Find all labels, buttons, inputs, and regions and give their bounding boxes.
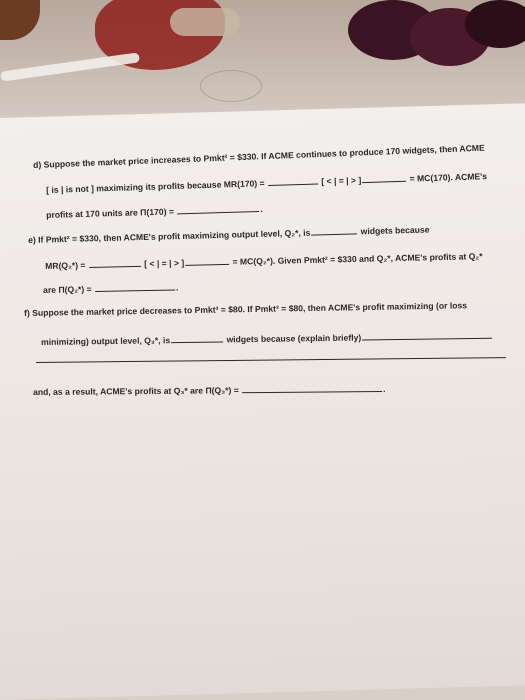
question-f-line-4-text: and, as a result, ACME's profits at Q₃* are Π(Q₃*) =: [33, 385, 242, 397]
question-f-line-4: and, as a result, ACME's profits at Q₃* are Π(Q₃*) = .: [33, 383, 386, 397]
answer-blank: [362, 330, 492, 341]
answer-blank: [185, 256, 229, 266]
question-e-line-3-text: are Π(Q₂*) =: [43, 284, 95, 295]
question-e-line-1-end: widgets because: [360, 224, 430, 237]
question-e-line-2-options: [ < | = | > ]: [144, 257, 185, 269]
answer-blank: [177, 203, 259, 214]
question-e-line-3: are Π(Q₂*) = .: [43, 282, 179, 295]
question-e-line-1: [28, 223, 430, 245]
answer-blank: [171, 333, 223, 343]
question-f-line-2: [41, 330, 493, 347]
question-e-line-2-end: = MC(Q₂*). Given Pmkt² = $330 and Q₂*, ACME's profits at Q₂*: [232, 251, 483, 267]
question-d-line-2: [46, 170, 487, 195]
answer-blank: [242, 383, 382, 393]
question-d-line-1: d) Suppose the market price increases to Pmkt² = $330. If ACME continues to produce 170 widgets, then ACME: [33, 142, 485, 170]
question-e-line-1-text: e) If Pmkt² = $330, then ACME's profit maximizing output level, Q₂*, is: [28, 227, 311, 245]
answer-blank: [268, 175, 318, 186]
question-f-line-2-text: minimizing) output level, Q₃*, is: [41, 335, 171, 347]
question-e-line-2-text: MR(Q₂*) =: [45, 260, 88, 271]
answer-blank: [95, 281, 175, 292]
answer-blank: [362, 173, 406, 183]
question-f-line-1: f) Suppose the market price decreases to Pmkt³ = $80. If Pmkt³ = $80, then ACME's profit maximizing (or loss: [24, 300, 468, 318]
question-d-line-3: profits at 170 units are Π(170) = .: [46, 203, 263, 220]
question-f-line-2-end: widgets because (explain briefly): [226, 332, 362, 345]
answer-blank: [311, 225, 357, 235]
answer-rule-line: [36, 357, 506, 363]
question-d-line-3-text: profits at 170 units are Π(170) =: [46, 206, 177, 220]
answer-blank: [89, 258, 141, 268]
question-d-line-2-text: [ is | is not ] maximizing its profits because MR(170) =: [46, 178, 268, 195]
question-d-line-2-end: = MC(170). ACME's: [409, 171, 488, 184]
question-e-line-2: [45, 250, 483, 271]
question-d-line-2-options: [ < | = | > ]: [321, 175, 362, 187]
